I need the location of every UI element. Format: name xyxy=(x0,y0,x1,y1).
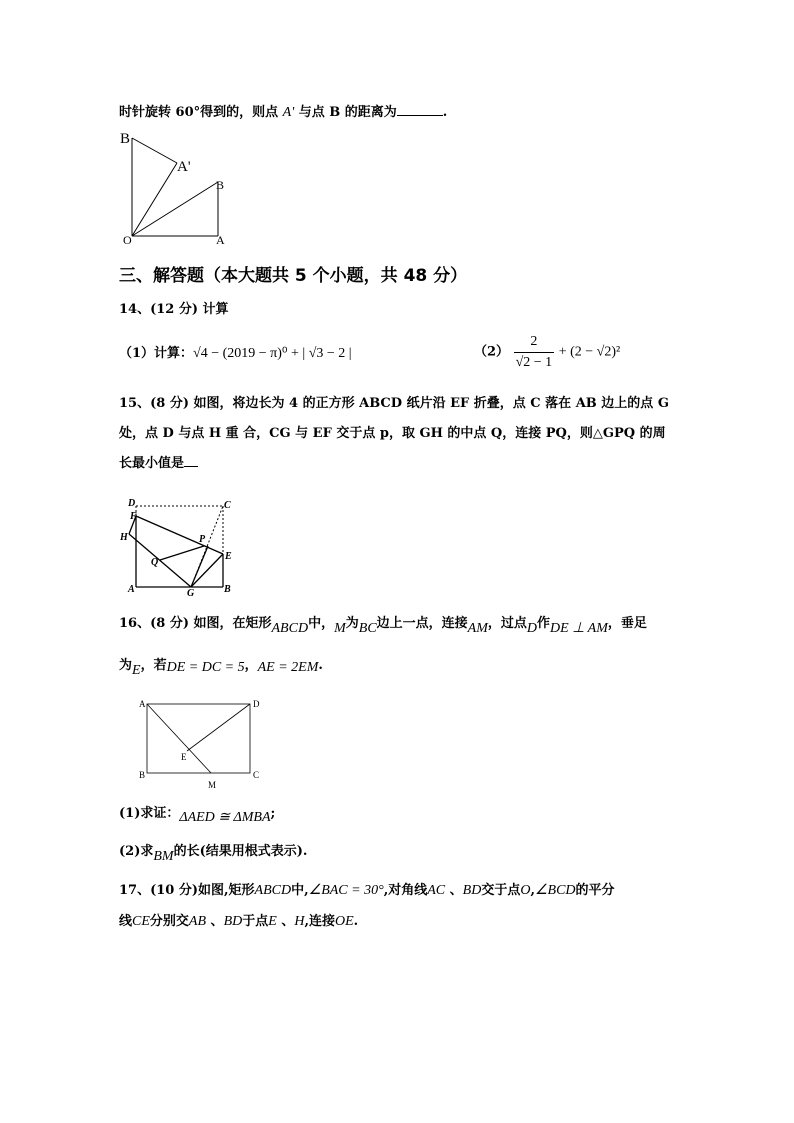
q15-line2: 处，点 D 与点 H 重 合，CG 与 EF 交于点 p，取 GH 的中点 Q，连接 PQ，则△GPQ 的周 xyxy=(119,426,666,441)
fig15-label-p: P xyxy=(199,534,206,545)
q13-text: 时针旋转 60°得到的，则点 A' 与点 B 的距离为 . xyxy=(119,105,448,120)
q16-sub1: (1)求证：ΔAED ≅ ΔMBA; xyxy=(119,806,276,825)
q15-line1: 15、(8 分) 如图，将边长为 4 的正方形 ABCD 纸片沿 EF 折叠，点 C 落在 AB 边上的点 G xyxy=(119,396,669,411)
rotation-figure xyxy=(112,128,242,248)
q16-sub2: (2)求BM的长(结果用根式表示). xyxy=(119,844,308,864)
fig15-label-e: E xyxy=(225,551,232,562)
fig13-label-a1: A' xyxy=(177,159,191,175)
answer-blank xyxy=(184,454,198,467)
fig15-label-c: C xyxy=(224,500,231,511)
fig16-label-d: D xyxy=(253,699,260,709)
fig16-label-c: C xyxy=(253,770,260,780)
fig15-label-q: Q xyxy=(151,557,159,568)
fig15-label-b: B xyxy=(224,584,231,595)
section-title: 三、解答题（本大题共 5 个小题，共 48 分） xyxy=(119,266,468,286)
fold-square-figure xyxy=(116,494,240,596)
fig13-label-b: B xyxy=(216,178,225,192)
rectangle-figure xyxy=(132,694,268,794)
fig15-label-f: F xyxy=(130,511,137,522)
fig15-label-h: H xyxy=(120,532,128,543)
fraction: $\frac{2}{√2 - 1}$ xyxy=(515,334,553,370)
q14-part2: （2） $\frac{2}{√2 - 1}$ + (2 − √2)² xyxy=(474,332,620,373)
q16-line2: 为E，若DE = DC = 5，AE = 2EM. xyxy=(119,658,323,678)
q17-line1: 17、(10 分)如图,矩形ABCD中,∠BAC = 30°,对角线AC 、BD交于点O,∠BCD的平分 xyxy=(119,883,615,898)
fig13-label-a: A xyxy=(216,233,225,247)
fig16-label-a: A xyxy=(139,699,146,709)
fig16-label-m: M xyxy=(208,780,217,790)
point-a-prime: A' xyxy=(282,105,295,120)
fig13-label-o: O xyxy=(123,233,132,247)
fig15-label-g: G xyxy=(187,588,195,596)
fig16-label-e: E xyxy=(181,752,187,762)
answer-blank xyxy=(397,103,443,116)
q17-line2: 线CE分别交AB 、BD于点E 、H,连接OE. xyxy=(119,914,359,929)
fig13-label-b1: B xyxy=(120,131,131,147)
q16-line1: 16、(8 分) 如图，在矩形ABCD中，M为BC边上一点，连接AM，过点D作DE ⊥ AM，垂足 xyxy=(119,616,647,636)
q15-line3: 长最小值是 xyxy=(119,454,198,474)
q14-header: 14、(12 分) 计算 xyxy=(119,302,229,317)
fig15-label-a: A xyxy=(128,584,135,595)
fig16-label-b: B xyxy=(139,770,146,780)
q14-part1: （1）计算：√4 − (2019 − π)⁰ + | √3 − 2 | xyxy=(119,346,352,361)
fig15-label-d: D xyxy=(128,498,136,509)
